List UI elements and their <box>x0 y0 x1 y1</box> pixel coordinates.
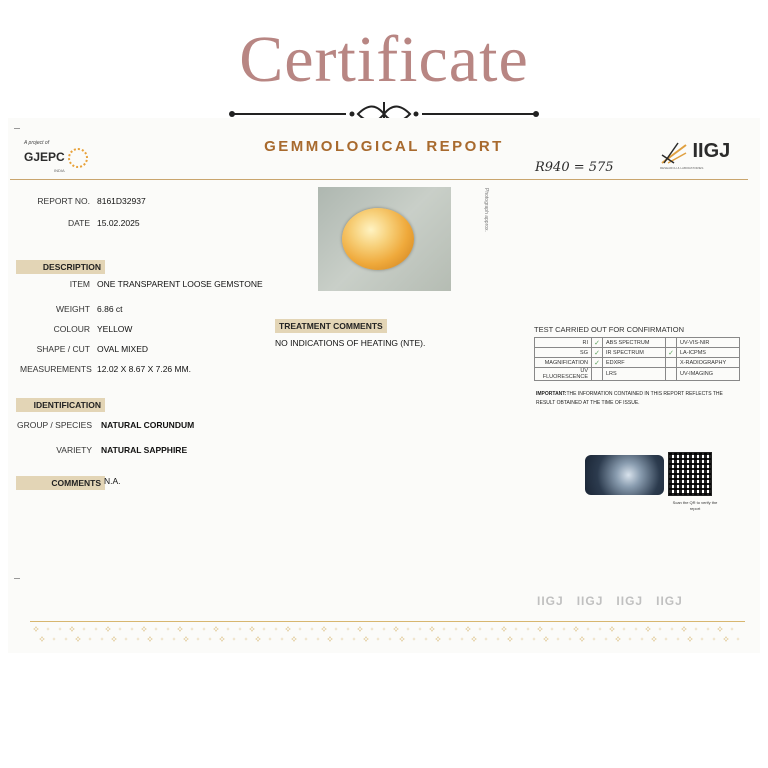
star-ornament <box>543 636 549 642</box>
star-ornament <box>285 626 291 632</box>
check-mark-icon <box>666 338 677 348</box>
star-ornament <box>622 627 625 630</box>
important-text: THE INFORMATION CONTAINED IN THIS REPORT REFLECTS THE RESULT OBTAINED AT THE TIME OF ISSUE. <box>536 391 723 406</box>
star-ornament <box>141 626 147 632</box>
star-ornament <box>412 637 415 640</box>
gold-star-border <box>30 623 745 645</box>
shape-value: OVAL MIXED <box>97 344 149 354</box>
star-ornament <box>628 637 631 640</box>
test-name: SG <box>535 348 592 358</box>
star-ornament <box>723 636 729 642</box>
gjepc-name: GJEPC <box>24 150 65 165</box>
test-name: LA-ICPMS <box>677 348 740 358</box>
star-ornament <box>460 637 463 640</box>
star-ornament <box>172 637 175 640</box>
colour-value: YELLOW <box>97 324 133 334</box>
star-ornament <box>274 627 277 630</box>
check-mark-icon: ✓ <box>666 348 677 358</box>
important-note <box>536 390 726 408</box>
star-ornament <box>393 626 399 632</box>
star-ornament <box>58 627 61 630</box>
report-heading: GEMMOLOGICAL REPORT <box>264 138 504 155</box>
star-ornament <box>736 637 739 640</box>
star-ornament <box>190 627 193 630</box>
star-ornament <box>69 626 75 632</box>
star-ornament <box>39 636 45 642</box>
section-description: DESCRIPTION <box>16 260 105 274</box>
check-mark-icon <box>666 368 677 381</box>
star-ornament <box>496 637 499 640</box>
test-name: X-RADIOGRAPHY <box>677 358 740 368</box>
star-ornament <box>435 636 441 642</box>
star-ornament <box>406 627 409 630</box>
star-ornament <box>226 627 229 630</box>
group-value: NATURAL CORUNDUM <box>101 420 195 430</box>
star-ornament <box>664 637 667 640</box>
star-ornament <box>196 637 199 640</box>
star-ornament <box>219 636 225 642</box>
star-ornament <box>556 637 559 640</box>
star-ornament <box>382 627 385 630</box>
star-ornament <box>730 627 733 630</box>
star-ornament <box>327 636 333 642</box>
check-mark-icon: ✓ <box>592 338 603 348</box>
check-mark-icon <box>666 358 677 368</box>
star-ornament <box>105 626 111 632</box>
weight-label: WEIGHT <box>56 304 90 314</box>
test-name: RI <box>535 338 592 348</box>
star-ornament <box>700 637 703 640</box>
star-ornament <box>640 637 643 640</box>
star-ornament <box>526 627 529 630</box>
header-divider <box>10 179 748 180</box>
hologram-seal <box>585 455 664 495</box>
star-ornament <box>357 626 363 632</box>
watermark-iigj: IIGJ <box>616 594 644 608</box>
star-ornament <box>154 627 157 630</box>
star-ornament <box>346 627 349 630</box>
star-ornament <box>202 627 205 630</box>
star-ornament <box>244 637 247 640</box>
star-ornament <box>147 636 153 642</box>
star-ornament <box>615 636 621 642</box>
photo-caption: Photograph approx. <box>483 188 489 232</box>
tests-title: TEST CARRIED OUT FOR CONFIRMATION <box>534 325 685 334</box>
star-ornament <box>598 627 601 630</box>
star-ornament <box>586 627 589 630</box>
section-identification: IDENTIFICATION <box>16 398 105 412</box>
star-ornament <box>442 627 445 630</box>
corner-mark <box>14 128 20 129</box>
star-ornament <box>310 627 313 630</box>
star-ornament <box>520 637 523 640</box>
check-mark-icon: ✓ <box>592 348 603 358</box>
gjepc-tagline: A project of <box>24 140 50 146</box>
star-ornament <box>52 637 55 640</box>
tests-table <box>534 337 740 381</box>
measurements-label: MEASUREMENTS <box>20 364 92 374</box>
star-ornament <box>88 637 91 640</box>
footer-watermarks <box>537 594 683 608</box>
date-label: DATE <box>67 218 90 228</box>
star-ornament <box>363 636 369 642</box>
star-ornament <box>304 637 307 640</box>
iigj-logo <box>660 140 740 170</box>
variety-value: NATURAL SAPPHIRE <box>101 445 188 455</box>
group-label: GROUP / SPECIES <box>17 420 92 430</box>
star-ornament <box>670 627 673 630</box>
check-mark-icon <box>592 368 603 381</box>
test-name: LRS <box>603 368 666 381</box>
star-ornament <box>291 636 297 642</box>
section-treatment: TREATMENT COMMENTS <box>275 319 387 333</box>
tests-row <box>535 348 740 358</box>
footer-gold-line <box>30 621 745 622</box>
star-ornament <box>507 636 513 642</box>
star-ornament <box>429 626 435 632</box>
star-ornament <box>160 637 163 640</box>
star-ornament <box>262 627 265 630</box>
star-ornament <box>501 626 507 632</box>
check-mark-icon: ✓ <box>592 358 603 368</box>
star-ornament <box>604 637 607 640</box>
star-ornament <box>568 637 571 640</box>
star-ornament <box>484 637 487 640</box>
star-ornament <box>651 636 657 642</box>
star-ornament <box>280 637 283 640</box>
star-ornament <box>418 627 421 630</box>
item-value: ONE TRANSPARENT LOOSE GEMSTONE <box>97 279 263 289</box>
star-ornament <box>255 636 261 642</box>
star-ornament <box>376 637 379 640</box>
star-ornament <box>268 637 271 640</box>
star-ornament <box>712 637 715 640</box>
star-ornament <box>166 627 169 630</box>
star-ornament <box>388 637 391 640</box>
test-name: UV-VIS-NIR <box>677 338 740 348</box>
date-value: 15.02.2025 <box>97 218 140 228</box>
star-ornament <box>573 626 579 632</box>
star-ornament <box>232 637 235 640</box>
test-name: MAGNIFICATION <box>535 358 592 368</box>
star-ornament <box>514 627 517 630</box>
star-ornament <box>687 636 693 642</box>
star-ornament <box>537 626 543 632</box>
star-ornament <box>124 637 127 640</box>
star-ornament <box>75 636 81 642</box>
star-ornament <box>424 637 427 640</box>
qr-code[interactable] <box>668 452 712 496</box>
star-ornament <box>213 626 219 632</box>
comments-label: COMMENTS <box>16 476 105 490</box>
gjepc-country: INDIA <box>54 168 65 173</box>
star-ornament <box>658 627 661 630</box>
star-ornament <box>609 626 615 632</box>
star-ornament <box>471 636 477 642</box>
star-ornament <box>717 626 723 632</box>
star-ornament <box>532 637 535 640</box>
star-ornament <box>64 637 67 640</box>
star-ornament <box>645 626 651 632</box>
tests-row <box>535 358 740 368</box>
star-ornament <box>592 637 595 640</box>
star-ornament <box>298 627 301 630</box>
star-ornament <box>340 637 343 640</box>
iigj-subtitle: RESEARCH & LABORATORIES <box>660 165 704 170</box>
star-ornament <box>634 627 637 630</box>
page-title: Certificate <box>239 23 529 96</box>
star-ornament <box>177 626 183 632</box>
star-ornament <box>490 627 493 630</box>
handwritten-note: R940 = 575 <box>535 160 614 175</box>
iigj-name: IIGJ <box>692 140 731 162</box>
test-name: ABS SPECTRUM <box>603 338 666 348</box>
tests-row <box>535 368 740 381</box>
star-ornament <box>370 627 373 630</box>
star-ornament <box>706 627 709 630</box>
star-ornament <box>694 627 697 630</box>
star-ornament <box>550 627 553 630</box>
star-ornament <box>399 636 405 642</box>
important-label: IMPORTANT: <box>536 391 567 397</box>
star-ornament <box>130 627 133 630</box>
treatment-text: NO INDICATIONS OF HEATING (NTE). <box>275 338 426 348</box>
test-name: UV FLUORESCENCE <box>535 368 592 381</box>
star-ornament <box>136 637 139 640</box>
star-ornament <box>118 627 121 630</box>
star-ornament <box>465 626 471 632</box>
report-no-value: 8161D32937 <box>97 196 146 206</box>
item-label: ITEM <box>69 279 90 289</box>
watermark-iigj: IIGJ <box>537 594 564 608</box>
test-name: IR SPECTRUM <box>603 348 666 358</box>
measurements-value: 12.02 X 8.67 X 7.26 MM. <box>97 364 192 374</box>
star-ornament <box>111 636 117 642</box>
watermark-iigj: IIGJ <box>576 594 604 608</box>
variety-label: VARIETY <box>56 445 92 455</box>
comments-value: N.A. <box>104 476 121 486</box>
report-no-label: REPORT NO. <box>37 196 90 206</box>
star-ornament <box>321 626 327 632</box>
star-ornament <box>238 627 241 630</box>
star-ornament <box>183 636 189 642</box>
star-ornament <box>454 627 457 630</box>
star-ornament <box>33 626 39 632</box>
qr-caption: Scan the QR to verify the report <box>672 500 718 511</box>
test-name: EDXRF <box>603 358 666 368</box>
colour-label: COLOUR <box>53 324 90 334</box>
iigj-emblem-icon <box>660 141 688 165</box>
star-ornament <box>681 626 687 632</box>
star-ornament <box>82 627 85 630</box>
star-ornament <box>94 627 97 630</box>
star-ornament <box>208 637 211 640</box>
star-ornament <box>334 627 337 630</box>
watermark-iigj: IIGJ <box>656 594 683 608</box>
shape-label: SHAPE / CUT <box>36 344 90 354</box>
corner-mark <box>14 578 20 579</box>
star-ornament <box>249 626 255 632</box>
weight-value: 6.86 ct <box>97 304 123 314</box>
star-ornament <box>448 637 451 640</box>
star-ornament <box>352 637 355 640</box>
star-ornament <box>579 636 585 642</box>
star-ornament <box>562 627 565 630</box>
star-ornament <box>478 627 481 630</box>
star-ornament <box>316 637 319 640</box>
tests-row <box>535 338 740 348</box>
star-ornament <box>676 637 679 640</box>
star-ornament <box>46 627 49 630</box>
gemstone-image <box>342 208 414 270</box>
star-ornament <box>100 637 103 640</box>
test-name: UV-IMAGING <box>677 368 740 381</box>
